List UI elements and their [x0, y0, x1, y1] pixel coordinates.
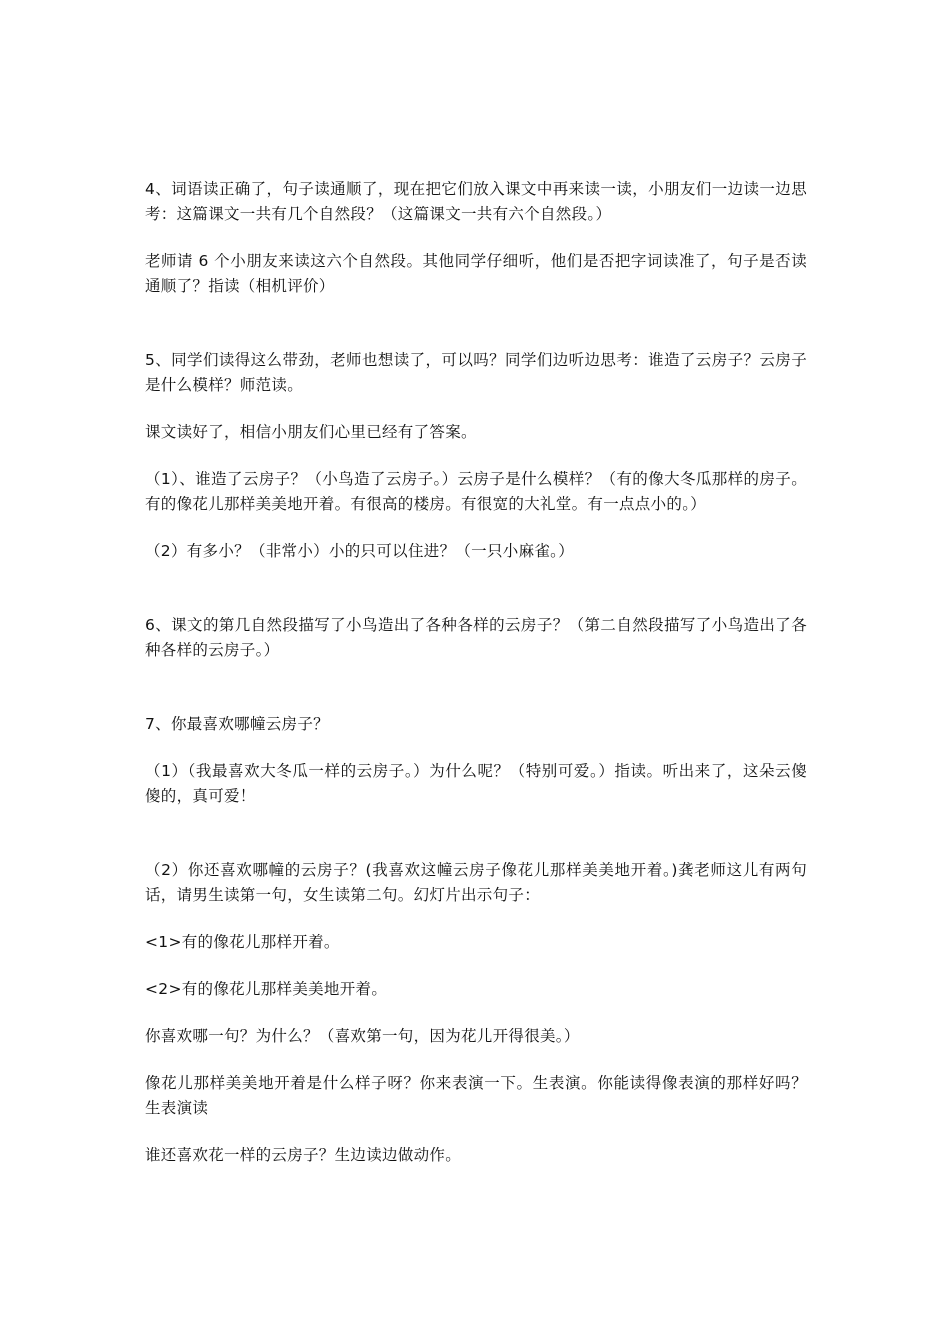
paragraph-question-1: （1）、谁造了云房子？（小鸟造了云房子。）云房子是什么模样？（有的像大冬瓜那样的房子。有的像花儿那样美美地开着。有很高的楼房。有很宽的大礼堂。有一点点小的。） — [145, 470, 807, 513]
paragraph-step-7: 7、你最喜欢哪幢云房子？ — [145, 715, 329, 733]
paragraph-favorite-2: （2）你还喜欢哪幢的云房子？(我喜欢这幢云房子像花儿那样美美地开着。)龚老师这儿有两句话，请男生读第一句，女生读第二句。幻灯片出示句子： — [145, 861, 807, 904]
paragraph-step-6: 6、课文的第几自然段描写了小鸟造出了各种各样的云房子？（第二自然段描写了小鸟造出了各种各样的云房子。） — [145, 616, 807, 659]
paragraph-question-2: （2）有多小？（非常小）小的只可以住进？（一只小麻雀。） — [145, 542, 575, 560]
paragraph-perform: 像花儿那样美美地开着是什么样子呀？你来表演一下。生表演。你能读得像表演的那样好吗？生表演读 — [145, 1074, 807, 1117]
paragraph-step-5: 5、同学们读得这么带劲，老师也想读了，可以吗？同学们边听边思考：谁造了云房子？云房子是什么模样？师范读。 — [145, 351, 807, 394]
paragraph-which-sentence: 你喜欢哪一句？为什么？（喜欢第一句，因为花儿开得很美。） — [145, 1027, 580, 1045]
paragraph-sentence-2: <2>有的像花儿那样美美地开着。 — [145, 980, 388, 998]
paragraph-step-4: 4、词语读正确了，句子读通顺了，现在把它们放入课文中再来读一读，小朋友们一边读一边思考：这篇课文一共有几个自然段？（这篇课文一共有六个自然段。） — [145, 180, 807, 223]
paragraph-flower-house: 谁还喜欢花一样的云房子？生边读边做动作。 — [145, 1146, 462, 1164]
document-body — [145, 177, 807, 1168]
paragraph-sentence-1: <1>有的像花儿那样开着。 — [145, 933, 340, 951]
paragraph-answer-intro: 课文读好了，相信小朋友们心里已经有了答案。 — [145, 423, 477, 441]
paragraph-favorite-1: （1）（我最喜欢大冬瓜一样的云房子。）为什么呢？（特别可爱。）指读。听出来了，这朵云傻傻的，真可爱！ — [145, 762, 807, 805]
paragraph-teacher-reading: 老师请 6 个小朋友来读这六个自然段。其他同学仔细听，他们是否把字词读准了，句子是否读通顺了？指读（相机评价） — [145, 252, 807, 295]
